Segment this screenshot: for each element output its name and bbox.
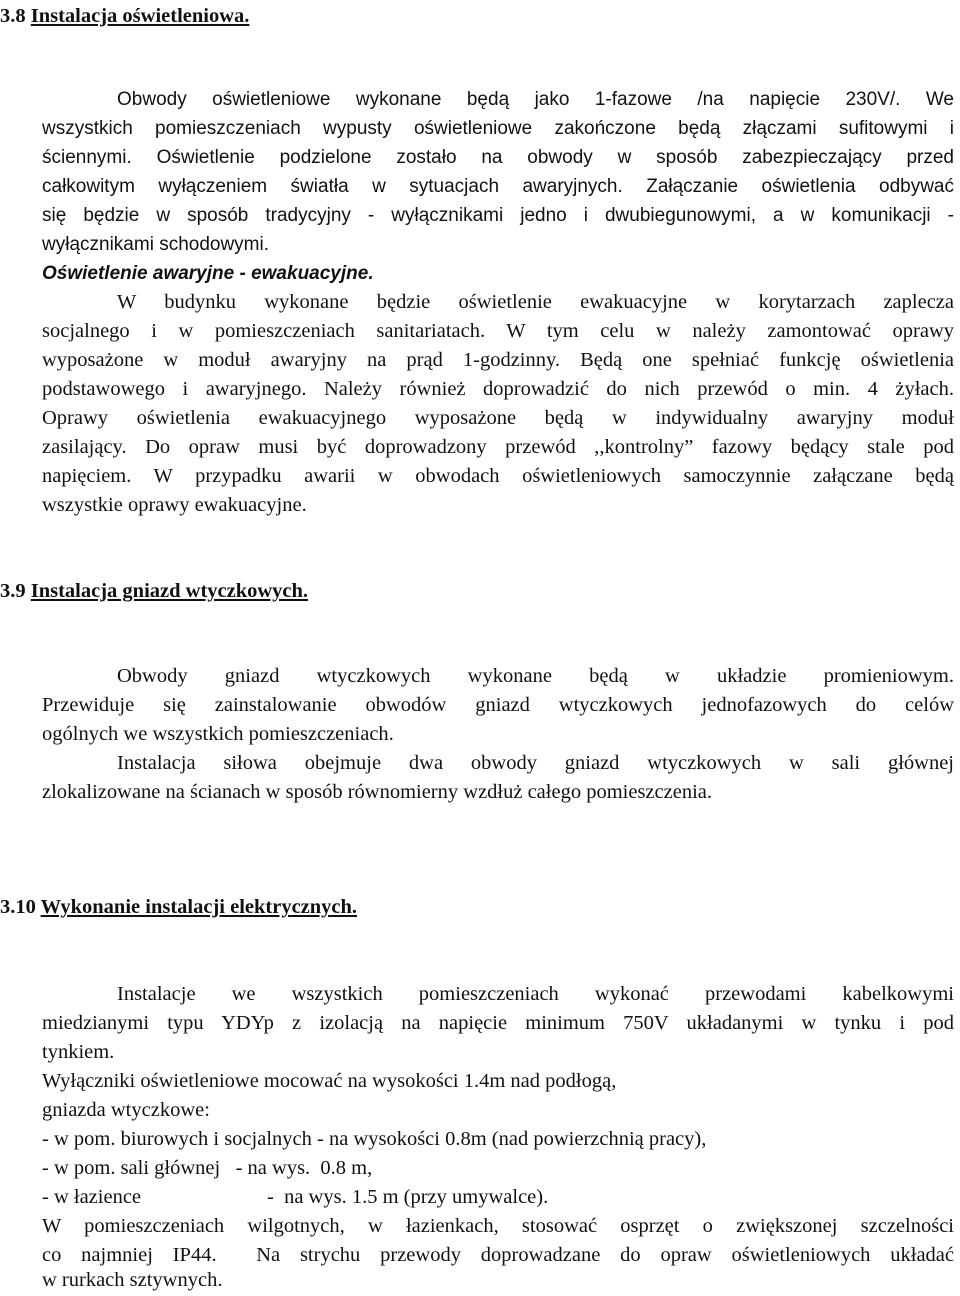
paragraph-line: wyłącznikami schodowymi. (42, 234, 270, 255)
paragraph-line: się będzie w sposób tradycyjny - wyłącznikami jedno i dwubiegunowymi, a w komunikacji - (42, 205, 954, 226)
paragraph-line: wyposażone w moduł awaryjny na prąd 1-godzinny. Będą one spełniać funkcję oświetlenia (42, 349, 954, 371)
section-number: 3.8 (0, 5, 26, 27)
paragraph-line: Wyłączniki oświetleniowe mocować na wysokości 1.4m nad podłogą, (42, 1070, 617, 1092)
paragraph-line: socjalnego i w pomieszczeniach sanitariatach. W tym celu w należy zamontować oprawy (42, 320, 954, 342)
paragraph-line: W pomieszczeniach wilgotnych, w łazienkach, stosować osprzęt o zwiększonej szczelności (42, 1215, 954, 1237)
paragraph-line: wszystkich pomieszczeniach wypusty oświetleniowe zakończone będą złączami sufitowymi i (42, 118, 954, 139)
paragraph-line: Obwody oświetleniowe wykonane będą jako 1-fazowe /na napięcie 230V/. We (117, 89, 954, 110)
list-item-label: - w łazience (42, 1186, 142, 1208)
paragraph-line: Obwody gniazd wtyczkowych wykonane będą w układzie promieniowym. (117, 665, 954, 687)
section-heading-3-8 (0, 2, 912, 31)
paragraph-line: tynkiem. (42, 1041, 115, 1063)
list-item: - w pom. biurowych i socjalnych - na wysokości 0.8m (nad powierzchnią pracy), (42, 1128, 707, 1150)
section-heading-3-10 (0, 893, 912, 922)
paragraph-line: gniazda wtyczkowe: (42, 1099, 210, 1121)
paragraph-line: napięciem. W przypadku awarii w obwodach oświetleniowych samoczynnie załączane będą (42, 465, 954, 487)
paragraph-line: w rurkach sztywnych. (42, 1269, 223, 1291)
paragraph-line: Instalacje we wszystkich pomieszczeniach wykonać przewodami kabelkowymi (117, 983, 954, 1005)
paragraph-line: wszystkie oprawy ewakuacyjne. (42, 494, 307, 516)
paragraph-line: ogólnych we wszystkich pomieszczeniach. (42, 723, 394, 745)
paragraph-line: podstawowego i awaryjnego. Należy również doprowadzić do nich przewód o min. 4 żyłach. (42, 378, 954, 400)
subheading-emergency-lighting: Oświetlenie awaryjne - ewakuacyjne. (42, 263, 374, 284)
section-title: Instalacja gniazd wtyczkowych. (30, 580, 309, 602)
section-number: 3.9 (0, 580, 26, 602)
section-title: Instalacja oświetleniowa. (30, 5, 250, 27)
list-item (42, 1183, 954, 1212)
paragraph-line: Przewiduje się zainstalowanie obwodów gniazd wtyczkowych jednofazowych do celów (42, 694, 954, 716)
paragraph-line: Oprawy oświetlenia ewakuacyjnego wyposażone będą w indywidualny awaryjny moduł (42, 407, 954, 429)
section-title: Wykonanie instalacji elektrycznych. (40, 896, 358, 918)
list-item: - w pom. sali głównej - na wys. 0.8 m, (42, 1157, 373, 1179)
section-heading-3-9 (0, 577, 912, 606)
section-number: 3.10 (0, 896, 36, 918)
paragraph-line: całkowitym wyłączeniem światła w sytuacjach awaryjnych. Załączanie oświetlenia odbywać (42, 176, 954, 197)
paragraph-line: miedzianymi typu YDYp z izolacją na napięcie minimum 750V układanymi w tynku i pod (42, 1012, 954, 1034)
paragraph-line: zlokalizowane na ścianach w sposób równomierny wzdłuż całego pomieszczenia. (42, 781, 712, 803)
paragraph-line: ściennymi. Oświetlenie podzielone zostało na obwody w sposób zabezpieczający przed (42, 147, 954, 168)
list-item-value: - na wys. 1.5 m (przy umywalce). (267, 1186, 549, 1208)
paragraph-line: zasilający. Do opraw musi być doprowadzony przewód ,,kontrolny” fazowy będący stale pod (42, 436, 954, 458)
paragraph-line: co najmniej IP44. Na strychu przewody doprowadzane do opraw oświetleniowych układać (42, 1244, 954, 1266)
paragraph-line: W budynku wykonane będzie oświetlenie ewakuacyjne w korytarzach zaplecza (117, 291, 954, 313)
paragraph-line: Instalacja siłowa obejmuje dwa obwody gniazd wtyczkowych w sali głównej (117, 752, 954, 774)
